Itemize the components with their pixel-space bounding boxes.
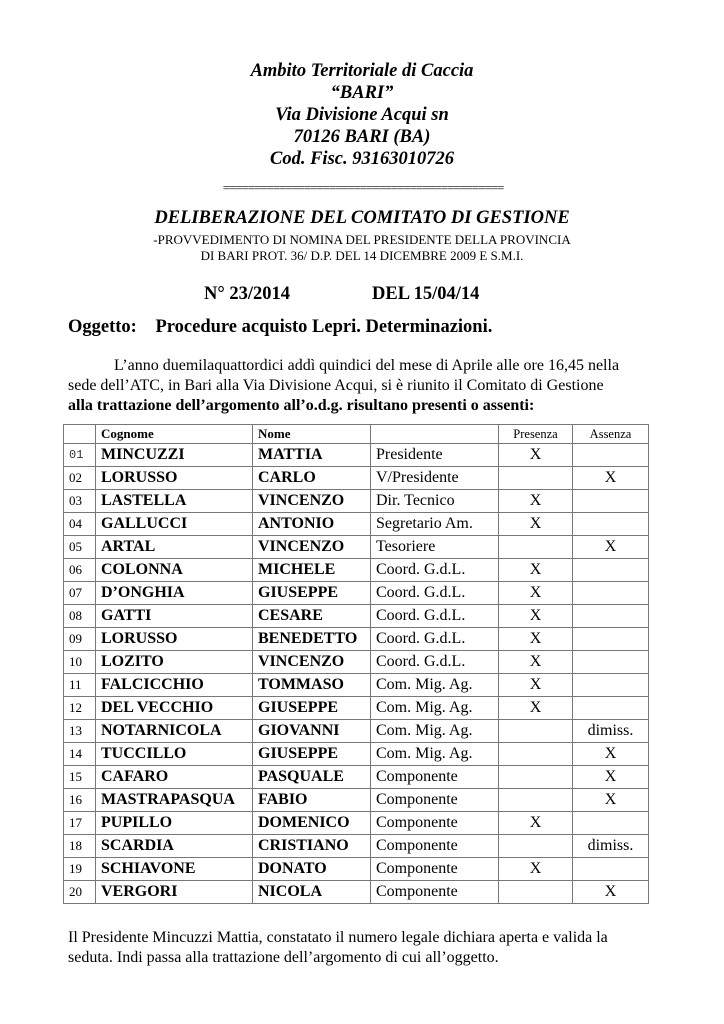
deliberation-subtitle xyxy=(0,232,724,264)
cell-num: 08 xyxy=(64,605,96,628)
cell-surname: SCHIAVONE xyxy=(96,858,253,881)
table-row xyxy=(64,881,649,904)
cell-name: MATTIA xyxy=(253,444,371,467)
cell-absent: X xyxy=(573,467,649,490)
table-row xyxy=(64,490,649,513)
cell-absent xyxy=(573,651,649,674)
cell-surname: GALLUCCI xyxy=(96,513,253,536)
cell-present xyxy=(499,789,573,812)
cell-surname: COLONNA xyxy=(96,559,253,582)
closing-line: seduta. Indi passa alla trattazione dell’argomento di cui all’oggetto. xyxy=(68,949,499,966)
cell-name: CARLO xyxy=(253,467,371,490)
cell-present: X xyxy=(499,697,573,720)
cell-role: Coord. G.d.L. xyxy=(371,628,499,651)
cell-absent: X xyxy=(573,881,649,904)
cell-role: Dir. Tecnico xyxy=(371,490,499,513)
letterhead xyxy=(0,60,724,170)
cell-surname: VERGORI xyxy=(96,881,253,904)
cell-surname: CAFARO xyxy=(96,766,253,789)
cell-surname: TUCCILLO xyxy=(96,743,253,766)
cell-role: Coord. G.d.L. xyxy=(371,651,499,674)
cell-absent xyxy=(573,697,649,720)
subject-line xyxy=(68,316,492,338)
cell-surname: FALCICCHIO xyxy=(96,674,253,697)
letterhead-postal: 70126 BARI (BA) xyxy=(293,127,431,147)
cell-surname: LOZITO xyxy=(96,651,253,674)
cell-num: 14 xyxy=(64,743,96,766)
subject-label: Oggetto: xyxy=(68,317,137,337)
cell-surname: GATTI xyxy=(96,605,253,628)
cell-absent: dimiss. xyxy=(573,835,649,858)
table-row xyxy=(64,674,649,697)
cell-absent: X xyxy=(573,789,649,812)
cell-name: GIOVANNI xyxy=(253,720,371,743)
table-row xyxy=(64,536,649,559)
cell-surname: MASTRAPASQUA xyxy=(96,789,253,812)
header-absent: Assenza xyxy=(573,425,649,444)
cell-present: X xyxy=(499,582,573,605)
cell-num: 09 xyxy=(64,628,96,651)
cell-name: FABIO xyxy=(253,789,371,812)
cell-role: Componente xyxy=(371,789,499,812)
cell-num: 13 xyxy=(64,720,96,743)
cell-name: TOMMASO xyxy=(253,674,371,697)
cell-present: X xyxy=(499,651,573,674)
cell-name: VINCENZO xyxy=(253,651,371,674)
cell-role: Componente xyxy=(371,835,499,858)
intro-line: sede dell’ATC, in Bari alla Via Divisione Acqui, si è riunito il Comitato di Gestione xyxy=(68,377,604,394)
cell-present: X xyxy=(499,812,573,835)
cell-name: DOMENICO xyxy=(253,812,371,835)
cell-role: Componente xyxy=(371,881,499,904)
cell-name: GIUSEPPE xyxy=(253,697,371,720)
cell-present xyxy=(499,467,573,490)
separator-line: ============================================= xyxy=(222,181,504,195)
cell-num: 03 xyxy=(64,490,96,513)
cell-role: Coord. G.d.L. xyxy=(371,559,499,582)
table-row xyxy=(64,697,649,720)
cell-name: PASQUALE xyxy=(253,766,371,789)
cell-surname: DEL VECCHIO xyxy=(96,697,253,720)
cell-surname: ARTAL xyxy=(96,536,253,559)
intro-line-bold: alla trattazione dell’argomento all’o.d.g. risultano presenti o assenti: xyxy=(68,397,535,414)
attendance-table xyxy=(63,424,649,904)
table-row xyxy=(64,628,649,651)
letterhead-street: Via Divisione Acqui sn xyxy=(275,105,449,125)
cell-surname: LASTELLA xyxy=(96,490,253,513)
cell-present xyxy=(499,835,573,858)
deliberation-title: DELIBERAZIONE DEL COMITATO DI GESTIONE xyxy=(154,208,570,228)
cell-present: X xyxy=(499,858,573,881)
deliberation-date: DEL 15/04/14 xyxy=(372,284,480,304)
cell-num: 11 xyxy=(64,674,96,697)
cell-num: 04 xyxy=(64,513,96,536)
header-num xyxy=(64,425,96,444)
table-header-row xyxy=(64,425,649,444)
table-row xyxy=(64,513,649,536)
letterhead-org: Ambito Territoriale di Caccia xyxy=(250,61,474,81)
table-row xyxy=(64,559,649,582)
cell-role: Componente xyxy=(371,766,499,789)
cell-role: Componente xyxy=(371,858,499,881)
header-present: Presenza xyxy=(499,425,573,444)
cell-role: Componente xyxy=(371,812,499,835)
cell-absent xyxy=(573,858,649,881)
cell-absent: X xyxy=(573,766,649,789)
cell-name: BENEDETTO xyxy=(253,628,371,651)
cell-role: Com. Mig. Ag. xyxy=(371,674,499,697)
cell-name: GIUSEPPE xyxy=(253,582,371,605)
cell-present: X xyxy=(499,513,573,536)
deliberation-subtitle-line: DI BARI PROT. 36/ D.P. DEL 14 DICEMBRE 2009 E S.M.I. xyxy=(200,248,524,263)
cell-role: Tesoriere xyxy=(371,536,499,559)
header-role xyxy=(371,425,499,444)
cell-present: X xyxy=(499,490,573,513)
cell-role: V/Presidente xyxy=(371,467,499,490)
cell-name: ANTONIO xyxy=(253,513,371,536)
cell-name: VINCENZO xyxy=(253,536,371,559)
header-surname: Cognome xyxy=(96,425,253,444)
cell-present xyxy=(499,881,573,904)
cell-role: Presidente xyxy=(371,444,499,467)
cell-absent xyxy=(573,674,649,697)
table-row xyxy=(64,766,649,789)
cell-name: CESARE xyxy=(253,605,371,628)
cell-present xyxy=(499,743,573,766)
table-row xyxy=(64,789,649,812)
cell-absent xyxy=(573,582,649,605)
cell-surname: SCARDIA xyxy=(96,835,253,858)
cell-name: CRISTIANO xyxy=(253,835,371,858)
deliberation-subtitle-line: -PROVVEDIMENTO DI NOMINA DEL PRESIDENTE DELLA PROVINCIA xyxy=(153,232,571,247)
cell-present: X xyxy=(499,444,573,467)
cell-absent: X xyxy=(573,536,649,559)
cell-role: Segretario Am. xyxy=(371,513,499,536)
intro-line: L’anno duemilaquattordici addì quindici del mese di Aprile alle ore 16,45 nella xyxy=(114,357,620,374)
table-row xyxy=(64,444,649,467)
cell-present xyxy=(499,720,573,743)
cell-name: DONATO xyxy=(253,858,371,881)
table-row xyxy=(64,812,649,835)
cell-surname: LORUSSO xyxy=(96,628,253,651)
cell-absent xyxy=(573,812,649,835)
cell-present: X xyxy=(499,674,573,697)
cell-num: 20 xyxy=(64,881,96,904)
cell-name: VINCENZO xyxy=(253,490,371,513)
cell-surname: PUPILLO xyxy=(96,812,253,835)
cell-present: X xyxy=(499,559,573,582)
table-row xyxy=(64,720,649,743)
deliberation-number: N° 23/2014 xyxy=(204,284,291,304)
cell-num: 02 xyxy=(64,467,96,490)
table-row xyxy=(64,743,649,766)
cell-num: 06 xyxy=(64,559,96,582)
cell-num: 17 xyxy=(64,812,96,835)
cell-role: Com. Mig. Ag. xyxy=(371,720,499,743)
cell-role: Coord. G.d.L. xyxy=(371,605,499,628)
cell-present: X xyxy=(499,605,573,628)
header-name: Nome xyxy=(253,425,371,444)
letterhead-fiscal-code: Cod. Fisc. 93163010726 xyxy=(270,149,454,169)
cell-surname: NOTARNICOLA xyxy=(96,720,253,743)
cell-present xyxy=(499,766,573,789)
letterhead-city: “BARI” xyxy=(330,83,394,103)
cell-absent xyxy=(573,444,649,467)
cell-role: Coord. G.d.L. xyxy=(371,582,499,605)
cell-absent xyxy=(573,559,649,582)
cell-surname: D’ONGHIA xyxy=(96,582,253,605)
cell-absent xyxy=(573,513,649,536)
table-row xyxy=(64,605,649,628)
cell-num: 19 xyxy=(64,858,96,881)
cell-absent: dimiss. xyxy=(573,720,649,743)
closing-paragraph xyxy=(68,928,668,968)
cell-name: NICOLA xyxy=(253,881,371,904)
cell-absent xyxy=(573,628,649,651)
cell-num: 01 xyxy=(64,444,96,467)
cell-num: 12 xyxy=(64,697,96,720)
cell-surname: LORUSSO xyxy=(96,467,253,490)
cell-absent xyxy=(573,605,649,628)
cell-present xyxy=(499,536,573,559)
cell-name: MICHELE xyxy=(253,559,371,582)
cell-num: 05 xyxy=(64,536,96,559)
subject-text: Procedure acquisto Lepri. Determinazioni. xyxy=(155,317,493,337)
table-row xyxy=(64,651,649,674)
table-row xyxy=(64,835,649,858)
table-row xyxy=(64,858,649,881)
cell-num: 16 xyxy=(64,789,96,812)
cell-present: X xyxy=(499,628,573,651)
cell-role: Com. Mig. Ag. xyxy=(371,743,499,766)
cell-absent: X xyxy=(573,743,649,766)
table-row xyxy=(64,467,649,490)
cell-name: GIUSEPPE xyxy=(253,743,371,766)
cell-absent xyxy=(573,490,649,513)
cell-num: 15 xyxy=(64,766,96,789)
cell-num: 10 xyxy=(64,651,96,674)
cell-num: 18 xyxy=(64,835,96,858)
cell-num: 07 xyxy=(64,582,96,605)
intro-paragraph xyxy=(68,356,658,416)
cell-role: Com. Mig. Ag. xyxy=(371,697,499,720)
table-row xyxy=(64,582,649,605)
closing-line: Il Presidente Mincuzzi Mattia, constatato il numero legale dichiara aperta e valida la xyxy=(68,929,608,946)
cell-surname: MINCUZZI xyxy=(96,444,253,467)
